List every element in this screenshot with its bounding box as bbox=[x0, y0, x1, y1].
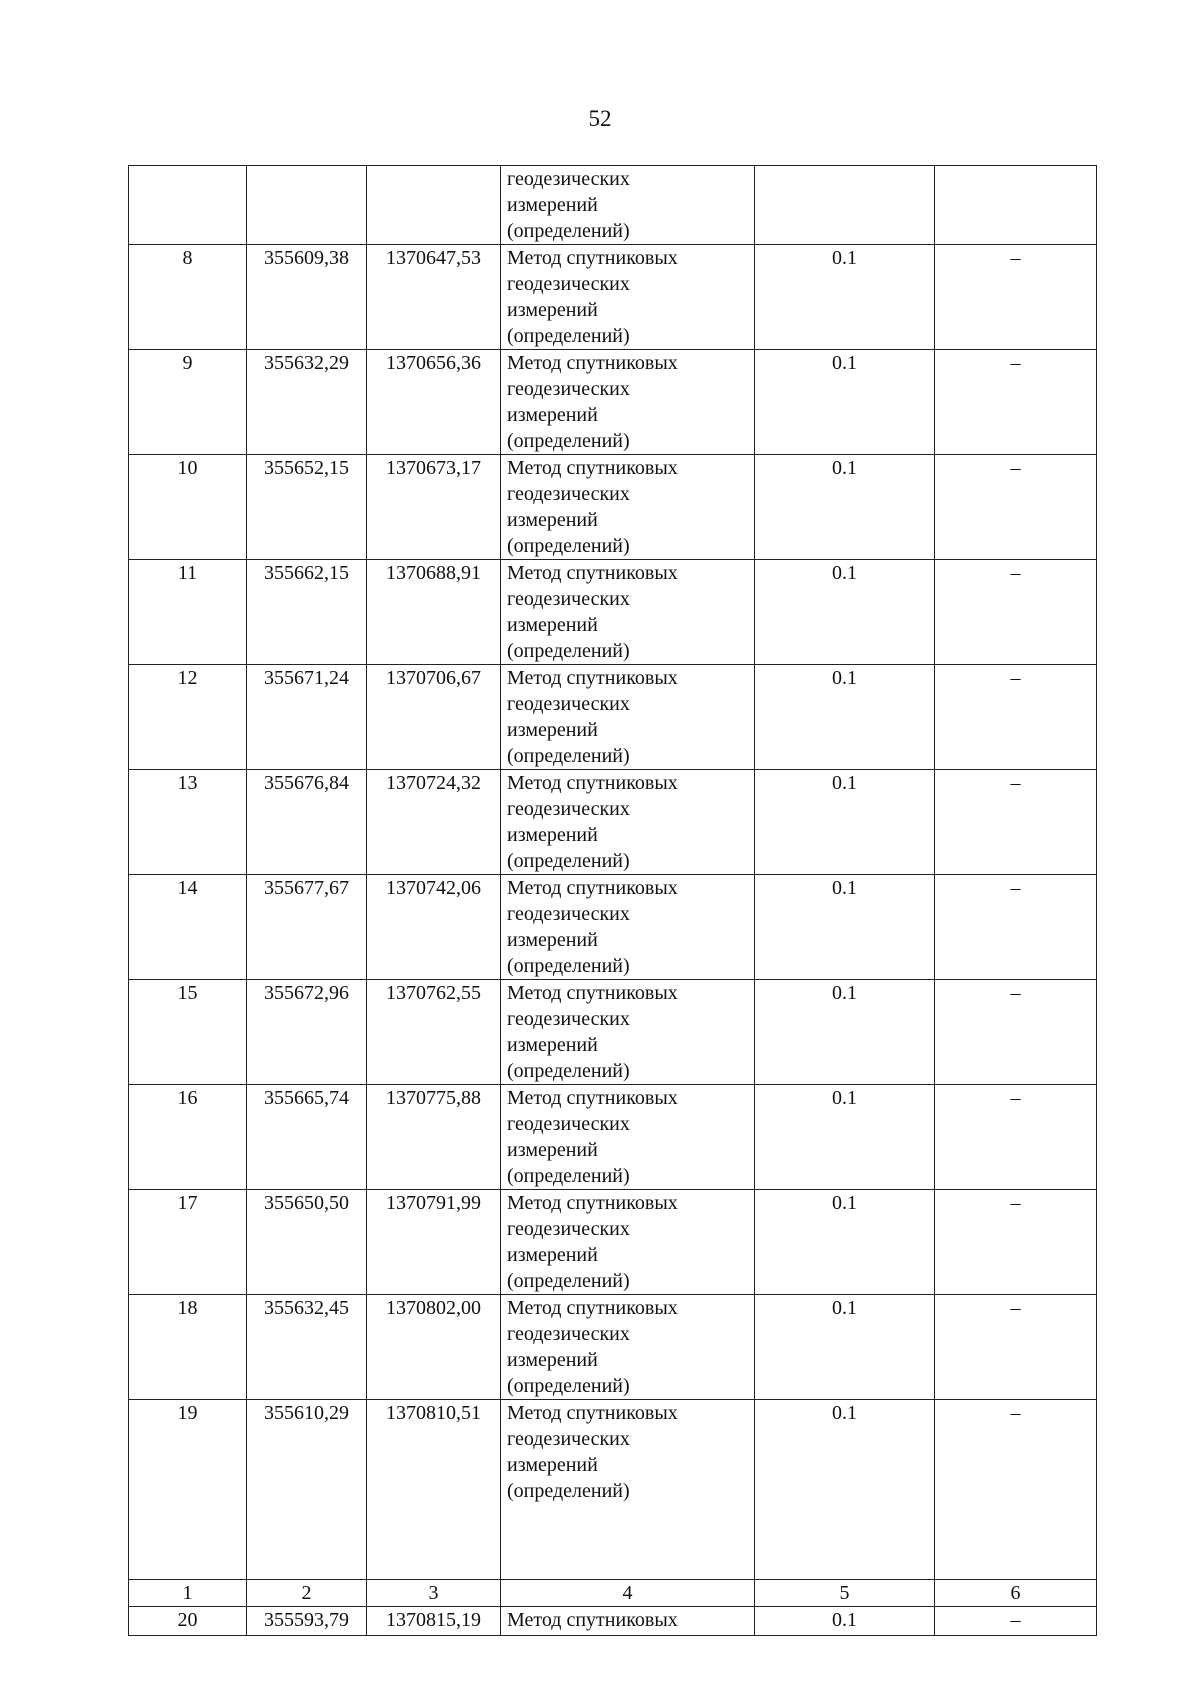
y-coordinate-cell: 1370673,17 bbox=[367, 455, 501, 560]
point-number-cell: 17 bbox=[129, 1190, 247, 1295]
accuracy-cell: 0.1 bbox=[755, 665, 935, 770]
column-number-cell: 4 bbox=[501, 1580, 755, 1607]
point-number-cell: 19 bbox=[129, 1400, 247, 1580]
y-coordinate-cell: 1370791,99 bbox=[367, 1190, 501, 1295]
method-cell: Метод спутниковых геодезических измерений (определений) bbox=[501, 245, 755, 350]
note-cell: – bbox=[935, 245, 1097, 350]
note-cell: – bbox=[935, 770, 1097, 875]
table-row bbox=[129, 455, 1097, 560]
y-coordinate-cell: 1370762,55 bbox=[367, 980, 501, 1085]
y-coordinate-cell: 1370802,00 bbox=[367, 1295, 501, 1400]
x-coordinate-cell: 355610,29 bbox=[247, 1400, 367, 1580]
note-cell: – bbox=[935, 980, 1097, 1085]
point-number-cell: 11 bbox=[129, 560, 247, 665]
x-coordinate-cell: 355650,50 bbox=[247, 1190, 367, 1295]
accuracy-cell: 0.1 bbox=[755, 455, 935, 560]
point-number-cell: 9 bbox=[129, 350, 247, 455]
point-number-cell: 20 bbox=[129, 1607, 247, 1636]
y-coordinate-cell: 1370815,19 bbox=[367, 1607, 501, 1636]
column-number-cell: 6 bbox=[935, 1580, 1097, 1607]
accuracy-cell: 0.1 bbox=[755, 350, 935, 455]
x-coordinate-cell: 355672,96 bbox=[247, 980, 367, 1085]
accuracy-cell: 0.1 bbox=[755, 245, 935, 350]
y-coordinate-cell: 1370810,51 bbox=[367, 1400, 501, 1580]
note-cell: – bbox=[935, 1295, 1097, 1400]
table-row bbox=[129, 1190, 1097, 1295]
method-cell: Метод спутниковых bbox=[501, 1607, 755, 1636]
table-row bbox=[129, 560, 1097, 665]
note-cell: – bbox=[935, 1190, 1097, 1295]
method-cell: Метод спутниковых геодезических измерений (определений) bbox=[501, 665, 755, 770]
x-coordinate-cell: 355676,84 bbox=[247, 770, 367, 875]
y-coordinate-cell: 1370647,53 bbox=[367, 245, 501, 350]
table-row bbox=[129, 1085, 1097, 1190]
x-coordinate-cell: 355652,15 bbox=[247, 455, 367, 560]
column-number-cell: 1 bbox=[129, 1580, 247, 1607]
y-coordinate-cell: 1370706,67 bbox=[367, 665, 501, 770]
point-number-cell: 12 bbox=[129, 665, 247, 770]
table-row bbox=[129, 350, 1097, 455]
note-cell: – bbox=[935, 455, 1097, 560]
table-row bbox=[129, 245, 1097, 350]
table-row bbox=[129, 980, 1097, 1085]
x-coordinate-cell: 355632,45 bbox=[247, 1295, 367, 1400]
method-cell: Метод спутниковых геодезических измерений (определений) bbox=[501, 980, 755, 1085]
note-cell: – bbox=[935, 875, 1097, 980]
note-cell: – bbox=[935, 350, 1097, 455]
page-number: 52 bbox=[588, 106, 612, 131]
column-number-row bbox=[129, 1580, 1097, 1607]
accuracy-cell: 0.1 bbox=[755, 980, 935, 1085]
accuracy-cell: 0.1 bbox=[755, 770, 935, 875]
y-coordinate-cell: 1370775,88 bbox=[367, 1085, 501, 1190]
accuracy-cell: 0.1 bbox=[755, 560, 935, 665]
note-cell: – bbox=[935, 1607, 1097, 1636]
accuracy-cell: 0.1 bbox=[755, 1400, 935, 1580]
method-cell: Метод спутниковых геодезических измерений (определений) bbox=[501, 1400, 755, 1580]
point-number-cell: 18 bbox=[129, 1295, 247, 1400]
accuracy-cell: 0.1 bbox=[755, 1085, 935, 1190]
method-cell: Метод спутниковых геодезических измерений (определений) bbox=[501, 1190, 755, 1295]
table-row bbox=[129, 665, 1097, 770]
y-coordinate-cell: 1370742,06 bbox=[367, 875, 501, 980]
x-coordinate-cell: 355671,24 bbox=[247, 665, 367, 770]
column-number-cell: 5 bbox=[755, 1580, 935, 1607]
table-row bbox=[129, 1607, 1097, 1636]
x-coordinate-cell: 355632,29 bbox=[247, 350, 367, 455]
note-cell: – bbox=[935, 1085, 1097, 1190]
accuracy-cell: 0.1 bbox=[755, 1295, 935, 1400]
column-number-cell: 2 bbox=[247, 1580, 367, 1607]
note-cell: – bbox=[935, 1400, 1097, 1580]
table-row bbox=[129, 1295, 1097, 1400]
method-cell: Метод спутниковых геодезических измерений (определений) bbox=[501, 455, 755, 560]
point-number-cell: 16 bbox=[129, 1085, 247, 1190]
x-coordinate-cell: 355665,74 bbox=[247, 1085, 367, 1190]
x-coordinate-cell: 355609,38 bbox=[247, 245, 367, 350]
coordinates-table bbox=[128, 165, 1097, 1636]
table-row bbox=[129, 770, 1097, 875]
x-coordinate-cell: 355593,79 bbox=[247, 1607, 367, 1636]
table-row bbox=[129, 875, 1097, 980]
method-cell: Метод спутниковых геодезических измерений (определений) bbox=[501, 350, 755, 455]
point-number-cell: 8 bbox=[129, 245, 247, 350]
method-cell: Метод спутниковых геодезических измерений (определений) bbox=[501, 560, 755, 665]
method-cell: Метод спутниковых геодезических измерений (определений) bbox=[501, 875, 755, 980]
x-coordinate-cell: 355677,67 bbox=[247, 875, 367, 980]
y-coordinate-cell: 1370656,36 bbox=[367, 350, 501, 455]
note-cell: – bbox=[935, 665, 1097, 770]
table-row bbox=[129, 1400, 1097, 1580]
x-coordinate-cell: 355662,15 bbox=[247, 560, 367, 665]
note-cell: – bbox=[935, 560, 1097, 665]
accuracy-cell: 0.1 bbox=[755, 1607, 935, 1636]
y-coordinate-cell: 1370688,91 bbox=[367, 560, 501, 665]
method-cell: Метод спутниковых геодезических измерений (определений) bbox=[501, 1295, 755, 1400]
accuracy-cell: 0.1 bbox=[755, 1190, 935, 1295]
point-number-cell: 10 bbox=[129, 455, 247, 560]
point-number-cell: 15 bbox=[129, 980, 247, 1085]
point-number-cell: 13 bbox=[129, 770, 247, 875]
column-number-cell: 3 bbox=[367, 1580, 501, 1607]
point-number-cell: 14 bbox=[129, 875, 247, 980]
y-coordinate-cell: 1370724,32 bbox=[367, 770, 501, 875]
accuracy-cell: 0.1 bbox=[755, 875, 935, 980]
method-cell: Метод спутниковых геодезических измерений (определений) bbox=[501, 770, 755, 875]
method-cell: Метод спутниковых геодезических измерений (определений) bbox=[501, 1085, 755, 1190]
table-row-continuation bbox=[129, 166, 1097, 245]
method-cell: геодезических измерений (определений) bbox=[501, 166, 755, 245]
